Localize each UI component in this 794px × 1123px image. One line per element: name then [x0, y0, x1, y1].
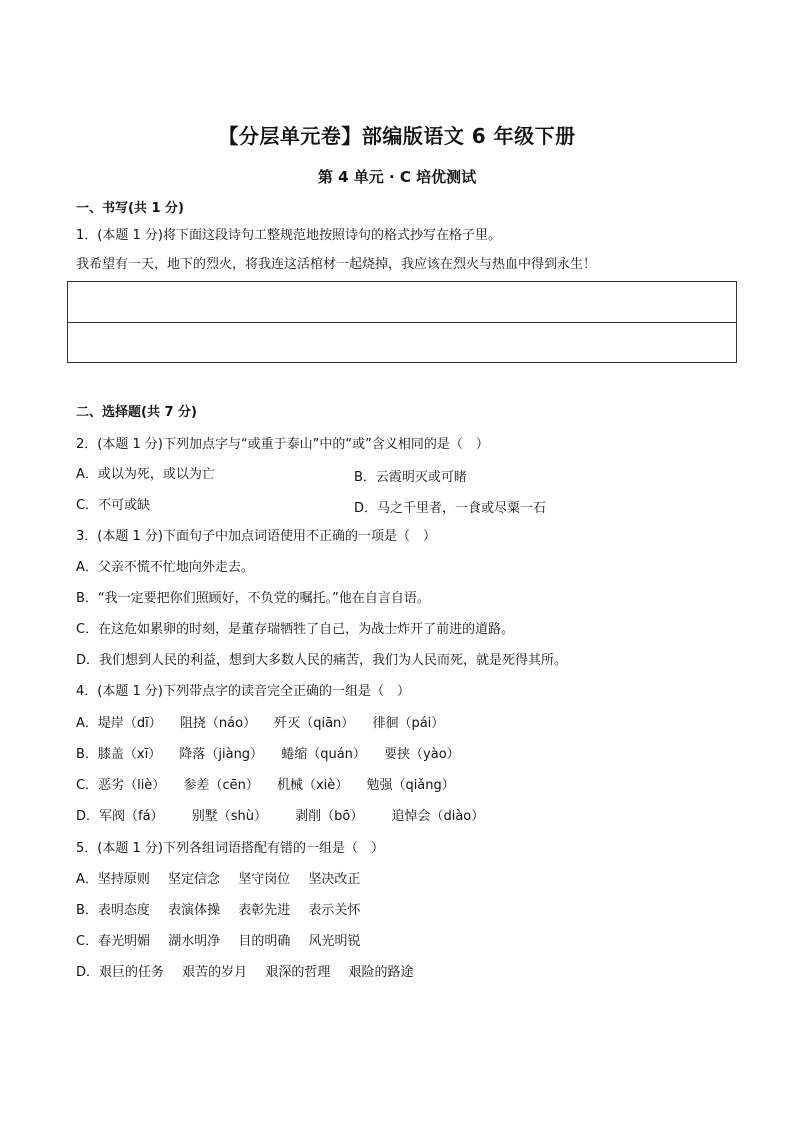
q4-option-b — [76, 746, 460, 764]
q4-c-item: 勉强（qiǎng） — [366, 778, 455, 793]
q4-b-item: 蜷缩（quán） — [281, 747, 366, 762]
q3-stem: 3．(本题 1 分)下面句子中加点词语使用不正确的一项是（ ） — [76, 529, 436, 544]
q4-option-a — [76, 715, 444, 733]
q4-b-item: 要挟（yào） — [384, 747, 460, 762]
q4-a-item: A．堤岸（dī） — [76, 716, 162, 731]
q5-a-item: 坚决改正 — [308, 872, 361, 887]
q4-a-item: 歼灭（qiān） — [274, 716, 355, 731]
section-2-heading: 二、选择题(共 7 分) — [76, 405, 197, 420]
q5-d-item: 艰苦的岁月 — [182, 965, 248, 980]
page-title: 【分层单元卷】部编版语文 6 年级下册 — [218, 124, 576, 148]
q3-option-b: B．“我一定要把你们照顾好，不负党的嘱托。”他在自言自语。 — [76, 591, 430, 606]
q5-option-a — [76, 871, 360, 889]
q5-b-item: 表示关怀 — [308, 903, 361, 918]
q2-stem: 2．(本题 1 分)下列加点字与“或重于泰山”中的“或”含义相同的是（ ） — [76, 437, 489, 452]
q5-c-item: 风光明锐 — [308, 934, 361, 949]
q5-a-item: 坚定信念 — [168, 872, 221, 887]
q5-stem: 5．(本题 1 分)下列各组词语搭配有错的一组是（ ） — [76, 841, 384, 856]
q4-b-item: B．膝盖（xī） — [76, 747, 162, 762]
q4-c-item: 参差（cēn） — [183, 778, 259, 793]
q5-option-c — [76, 933, 361, 951]
section-1-heading: 一、书写(共 1 分) — [76, 201, 184, 216]
q2-option-a: A．或以为死，或以为亡 — [76, 467, 215, 482]
q4-a-item: 徘徊（pái） — [372, 716, 445, 731]
q5-b-item: B．表明态度 — [76, 903, 150, 918]
q2-option-c: C．不可或缺 — [76, 498, 151, 513]
q2-option-d: D．马之千里者，一食或尽粟一石 — [354, 501, 547, 516]
q4-d-item: 别墅（shù） — [191, 809, 267, 824]
q5-option-b — [76, 902, 360, 920]
q5-a-item: 坚守岗位 — [238, 872, 291, 887]
q5-b-item: 表演体操 — [168, 903, 221, 918]
q5-option-d — [76, 964, 413, 982]
q3-option-a: A．父亲不慌不忙地向外走去。 — [76, 560, 254, 575]
q4-d-item: 追悼会（diào） — [391, 809, 485, 824]
q4-a-item: 阻挠（náo） — [179, 716, 257, 731]
writing-grid[interactable] — [67, 281, 737, 363]
q4-d-item: 剥削（bō） — [295, 809, 364, 824]
q3-option-c: C．在这危如累卵的时刻，是董存瑞牺牲了自己，为战士炸开了前进的道路。 — [76, 622, 515, 637]
q4-stem: 4．(本题 1 分)下列带点字的读音完全正确的一组是（ ） — [76, 684, 410, 699]
q4-b-item: 降落（jiàng） — [179, 747, 264, 762]
q4-c-item: 机械（xiè） — [276, 778, 349, 793]
q5-c-item: 湖水明净 — [168, 934, 221, 949]
q4-c-item: C．恶劣（liè） — [76, 778, 166, 793]
q4-option-d — [76, 808, 484, 826]
q5-c-item: C．春光明媚 — [76, 934, 151, 949]
q1-poem-text: 我希望有一天，地下的烈火，将我连这活棺材一起烧掉，我应该在烈火与热血中得到永生！ — [76, 257, 597, 272]
q1-stem: 1．(本题 1 分)将下面这段诗句工整规范地按照诗句的格式抄写在格子里。 — [76, 228, 501, 243]
q2-option-b: B．云霞明灭或可睹 — [354, 470, 467, 485]
q4-option-c — [76, 777, 455, 795]
q4-d-item: D．军阀（fá） — [76, 809, 164, 824]
q5-d-item: D．艰巨的任务 — [76, 965, 165, 980]
page-subtitle: 第 4 单元 · C 培优测试 — [317, 168, 477, 186]
q5-d-item: 艰深的哲理 — [265, 965, 331, 980]
q5-c-item: 目的明确 — [238, 934, 291, 949]
q5-a-item: A．坚持原则 — [76, 872, 150, 887]
writing-grid-divider — [68, 322, 736, 323]
q5-b-item: 表彰先进 — [238, 903, 291, 918]
q3-option-d: D．我们想到人民的利益，想到大多数人民的痛苦，我们为人民而死，就是死得其所。 — [76, 653, 568, 668]
q5-d-item: 艰险的路途 — [348, 965, 414, 980]
